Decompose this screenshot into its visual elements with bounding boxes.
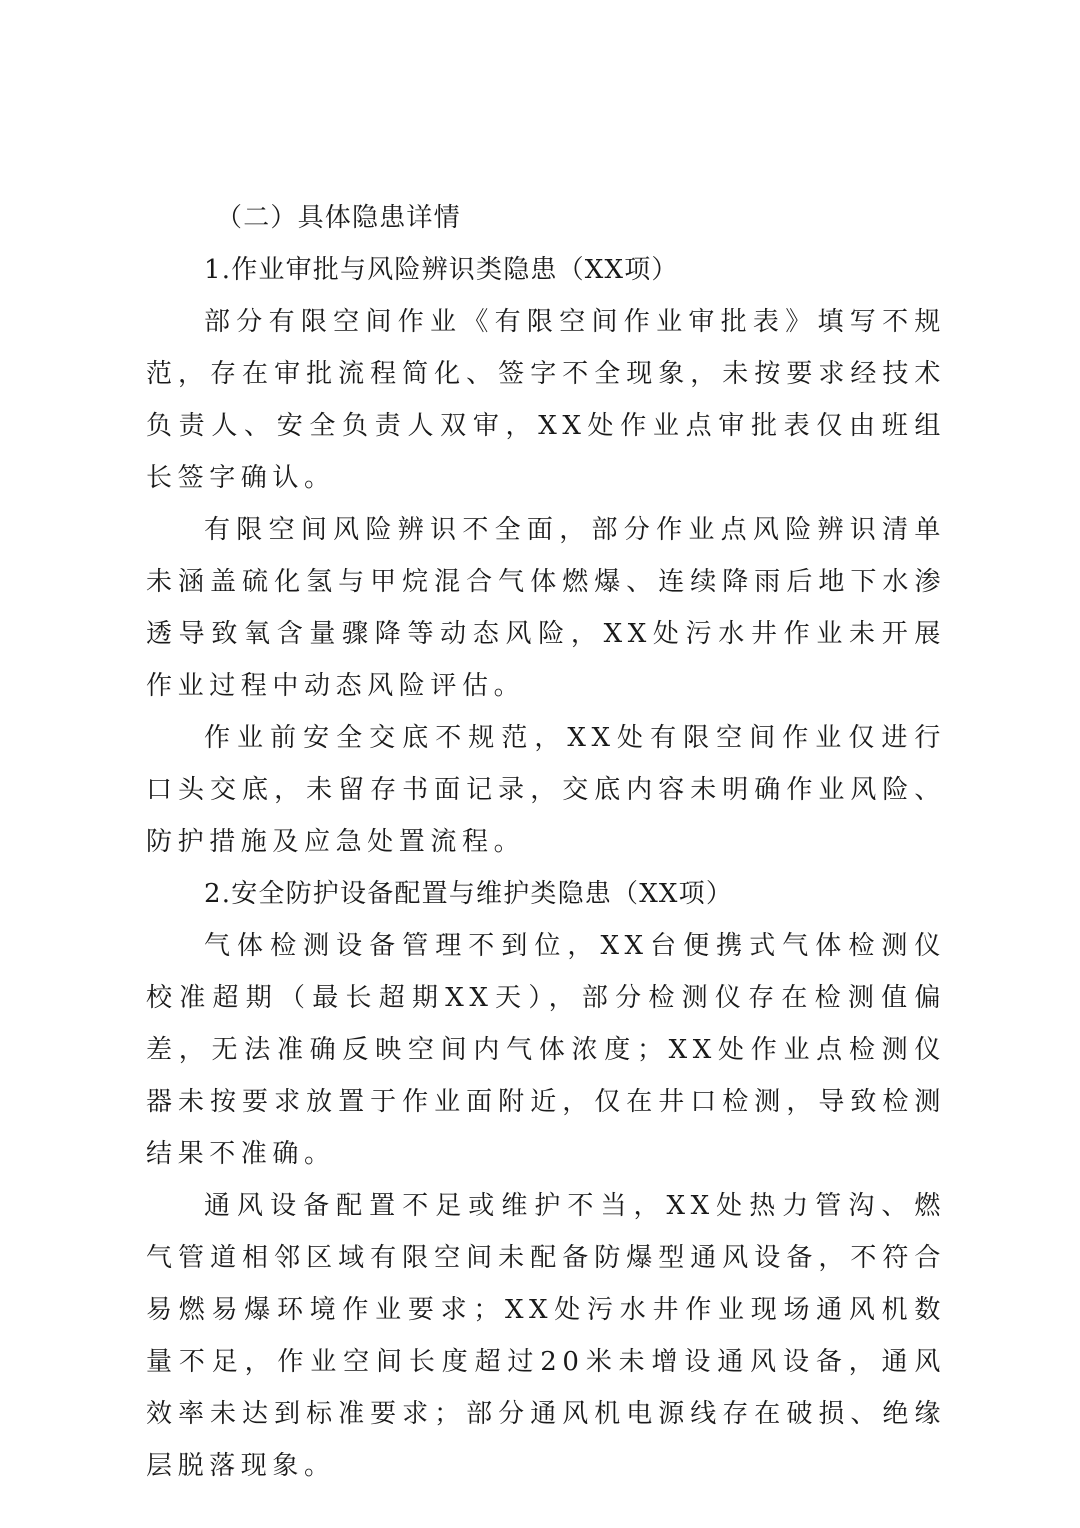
subsection-1-heading: 1.作业审批与风险辨识类隐患（XX项） (204, 255, 679, 285)
paragraph-gas-detection: 气体检测设备管理不到位，XX台便携式气体检测仪校准超期（最长超期XX天），部分检测仪存在检测值偏差，无法准确反映空间内气体浓度；XX处作业点检测仪器未按要求放置于作业面附近，仅在井口检测，导致检测结果不准确。 (146, 931, 946, 1169)
paragraph-approval: 部分有限空间作业《有限空间作业审批表》填写不规范，存在审批流程简化、签字不全现象，未按要求经技术负责人、安全负责人双审，XX处作业点审批表仅由班组长签字确认。 (146, 307, 946, 493)
subsection-2-heading: 2.安全防护设备配置与维护类隐患（XX项） (204, 879, 734, 909)
paragraph-safety-briefing: 作业前安全交底不规范，XX处有限空间作业仅进行口头交底，未留存书面记录，交底内容未明确作业风险、防护措施及应急处置流程。 (146, 723, 946, 857)
paragraph-risk-identification: 有限空间风险辨识不全面，部分作业点风险辨识清单未涵盖硫化氢与甲烷混合气体燃爆、连续降雨后地下水渗透导致氧含量骤降等动态风险，XX处污水井作业未开展作业过程中动态风险评估。 (146, 515, 946, 701)
section-heading: （二）具体隐患详情 (216, 203, 461, 233)
document-body (146, 192, 946, 1492)
paragraph-ventilation: 通风设备配置不足或维护不当，XX处热力管沟、燃气管道相邻区域有限空间未配备防爆型通风设备，不符合易燃易爆环境作业要求；XX处污水井作业现场通风机数量不足，作业空间长度超过20米未增设通风设备，通风效率未达到标准要求；部分通风机电源线存在破损、绝缘层脱落现象。 (146, 1191, 946, 1481)
